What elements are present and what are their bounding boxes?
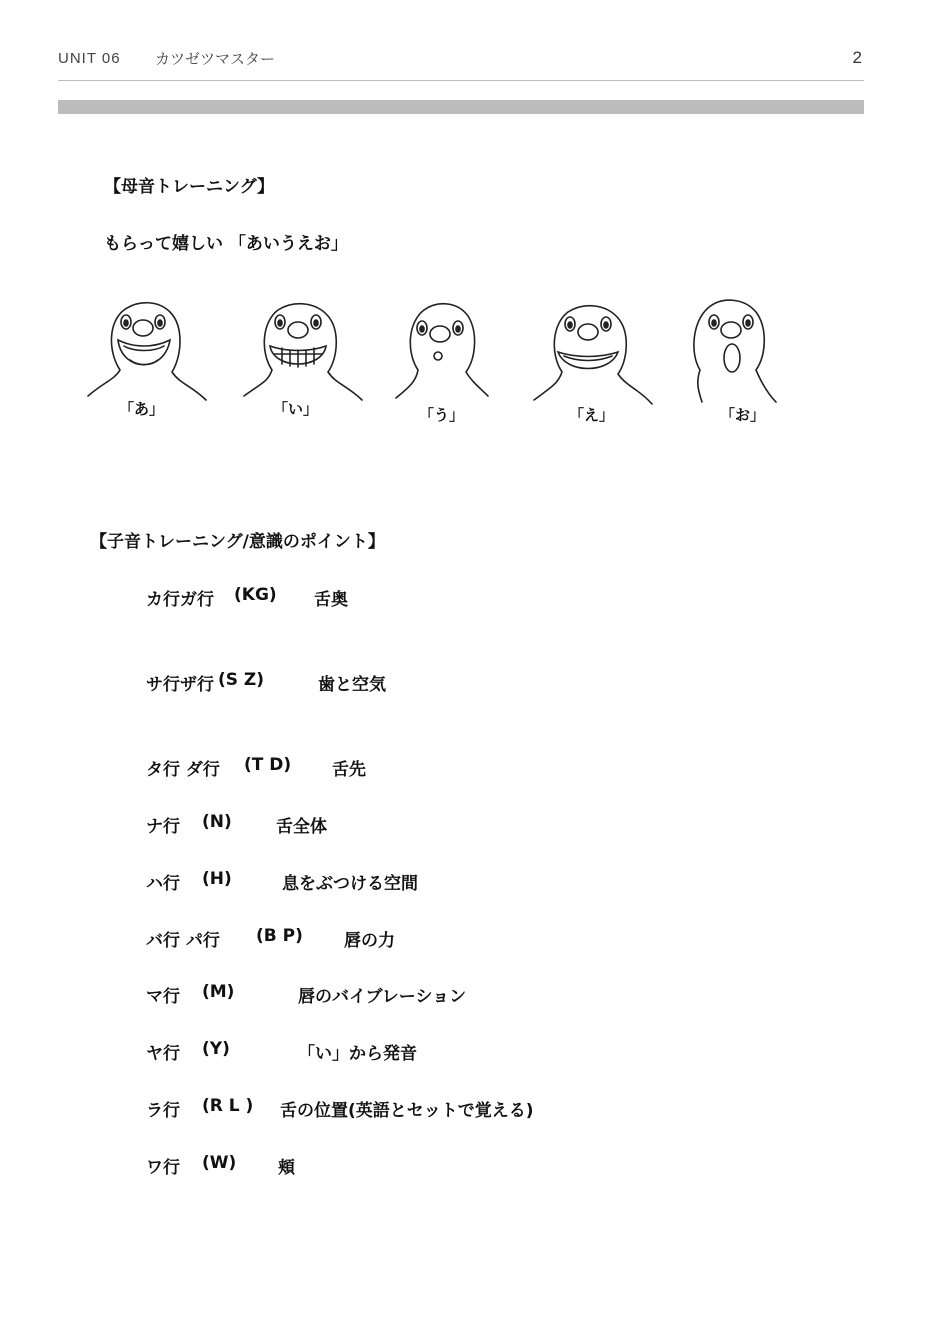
- row-point: 頬: [278, 1158, 295, 1178]
- row-sound: (B P): [256, 926, 303, 946]
- unit-label: UNIT 06: [58, 50, 121, 67]
- row-sound: (R L ): [202, 1096, 254, 1116]
- face-e-label: 「え」: [569, 406, 615, 424]
- row-point: 唇のバイブレーション: [298, 987, 467, 1007]
- row-name: ナ行: [146, 817, 180, 837]
- row-name: カ行ガ行: [146, 590, 214, 610]
- face-o-label: 「お」: [720, 406, 766, 424]
- header-divider: [58, 80, 864, 81]
- row-sound: (T D): [244, 755, 292, 775]
- face-a-label: 「あ」: [119, 400, 165, 418]
- header-bar: [58, 100, 864, 114]
- page-header: [58, 46, 864, 72]
- row-point: 「い」から発音: [298, 1044, 417, 1064]
- unit-title: カツゼツマスター: [155, 50, 276, 68]
- face-i-label: 「い」: [273, 400, 319, 418]
- row-point: 舌全体: [276, 817, 327, 837]
- face-u-label: 「う」: [419, 406, 465, 424]
- row-point: 唇の力: [344, 931, 395, 951]
- row-point: 舌の位置(英語とセットで覚える): [280, 1101, 534, 1121]
- row-name: ワ行: [146, 1158, 180, 1178]
- row-name: ラ行: [146, 1101, 180, 1121]
- row-name: マ行: [146, 987, 180, 1007]
- consonant-heading: 【子音トレーニング/意識のポイント】: [90, 532, 385, 552]
- row-name: バ行 パ行: [146, 931, 220, 951]
- vowel-heading: 【母音トレーニング】: [104, 177, 275, 197]
- row-sound: (M): [202, 982, 235, 1002]
- row-name: ハ行: [146, 874, 180, 894]
- row-sound: (Y): [202, 1039, 230, 1059]
- row-sound: (KG): [234, 585, 277, 605]
- row-sound: (W): [202, 1153, 237, 1173]
- row-sound: (S Z): [218, 670, 265, 690]
- row-sound: (H): [202, 869, 232, 889]
- row-sound: (N): [202, 812, 232, 832]
- row-name: タ行 ダ行: [146, 760, 220, 780]
- row-point: 歯と空気: [318, 675, 386, 695]
- row-point: 舌奥: [314, 590, 348, 610]
- page-number: 2: [852, 48, 862, 67]
- row-point: 舌先: [332, 760, 366, 780]
- row-name: サ行ザ行: [146, 675, 214, 695]
- row-name: ヤ行: [146, 1044, 180, 1064]
- row-point: 息をぶつける空間: [282, 874, 418, 894]
- vowel-subheading: もらって嬉しい 「あいうえお」: [104, 234, 348, 254]
